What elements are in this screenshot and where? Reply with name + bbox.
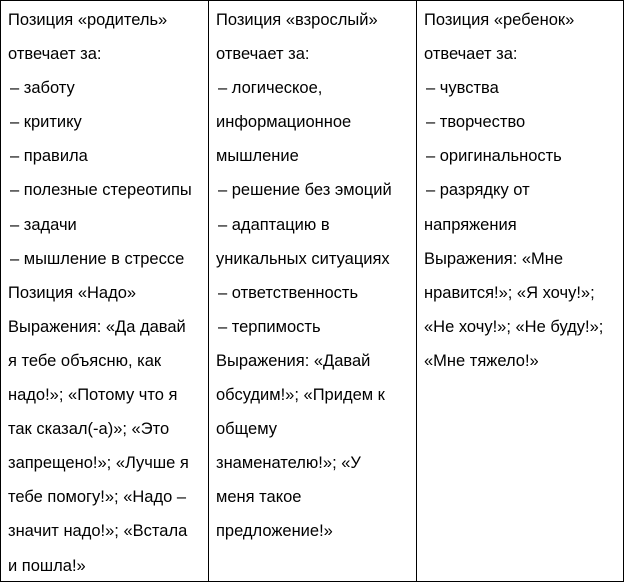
cell-line: знаменателю!»; «У bbox=[216, 454, 361, 473]
cell-line: – логическое, bbox=[218, 79, 323, 98]
cell-line: Позиция «родитель» bbox=[8, 11, 168, 29]
cell-line: отвечает за: bbox=[216, 45, 310, 64]
cell-line: отвечает за: bbox=[8, 45, 102, 64]
cell-line: надо!»; «Потому что я bbox=[8, 386, 178, 405]
cell-line: тебе помогу!»; «Надо – bbox=[8, 488, 187, 507]
cell-line: – адаптацию в bbox=[218, 215, 330, 234]
cell-line: отвечает за: bbox=[424, 45, 518, 64]
cell-line: Позиция «взрослый» bbox=[216, 11, 378, 29]
cell-line: – критику bbox=[10, 113, 82, 132]
cell-line: информационное bbox=[216, 113, 352, 132]
cell-line: нравится!»; «Я хочу!»; bbox=[424, 283, 595, 302]
cell-line: напряжения bbox=[424, 215, 517, 234]
cell-line: предложение!» bbox=[216, 522, 333, 541]
cell-line: – разрядку от bbox=[426, 181, 530, 200]
cell-line: мышление bbox=[216, 147, 299, 166]
cell-line: запрещено!»; «Лучше я bbox=[8, 454, 189, 473]
cell-line: – оригинальность bbox=[426, 147, 562, 166]
cell-line: «Мне тяжело!» bbox=[424, 351, 539, 370]
cell-line: – ответственность bbox=[218, 283, 359, 302]
column-adult bbox=[209, 1, 417, 581]
cell-line: – творчество bbox=[426, 113, 526, 132]
cell-line: – терпимость bbox=[218, 317, 321, 336]
cell-line: Выражения: «Мне bbox=[424, 249, 564, 268]
cell-line: Позиция «ребенок» bbox=[424, 11, 575, 29]
cell-line: – мышление в стрессе bbox=[10, 249, 185, 268]
cell-line: Выражения: «Да давай bbox=[8, 317, 186, 336]
column-child bbox=[417, 1, 623, 581]
cell-line: меня такое bbox=[216, 488, 302, 507]
cell-line: – чувства bbox=[426, 79, 499, 98]
cell-line: – заботу bbox=[10, 79, 75, 98]
cell-line: и пошла!» bbox=[8, 556, 86, 575]
cell-line: Выражения: «Давай bbox=[216, 351, 371, 370]
cell-line: общему bbox=[216, 420, 277, 439]
cell-line: – задачи bbox=[10, 215, 77, 234]
cell-line: так сказал(-а)»; «Это bbox=[8, 420, 170, 439]
cell-line: я тебе объясню, как bbox=[8, 351, 162, 370]
cell-line: обсудим!»; «Придем к bbox=[216, 386, 385, 405]
cell-line: – решение без эмоций bbox=[218, 181, 392, 200]
column-parent bbox=[1, 1, 209, 581]
cell-line: «Не хочу!»; «Не буду!»; bbox=[424, 317, 604, 336]
cell-line: Позиция «Надо» bbox=[8, 283, 137, 302]
cell-line: значит надо!»; «Встала bbox=[8, 522, 188, 541]
cell-line: уникальных ситуациях bbox=[216, 249, 390, 268]
cell-line: – правила bbox=[10, 147, 88, 166]
cell-line: – полезные стереотипы bbox=[10, 181, 192, 200]
